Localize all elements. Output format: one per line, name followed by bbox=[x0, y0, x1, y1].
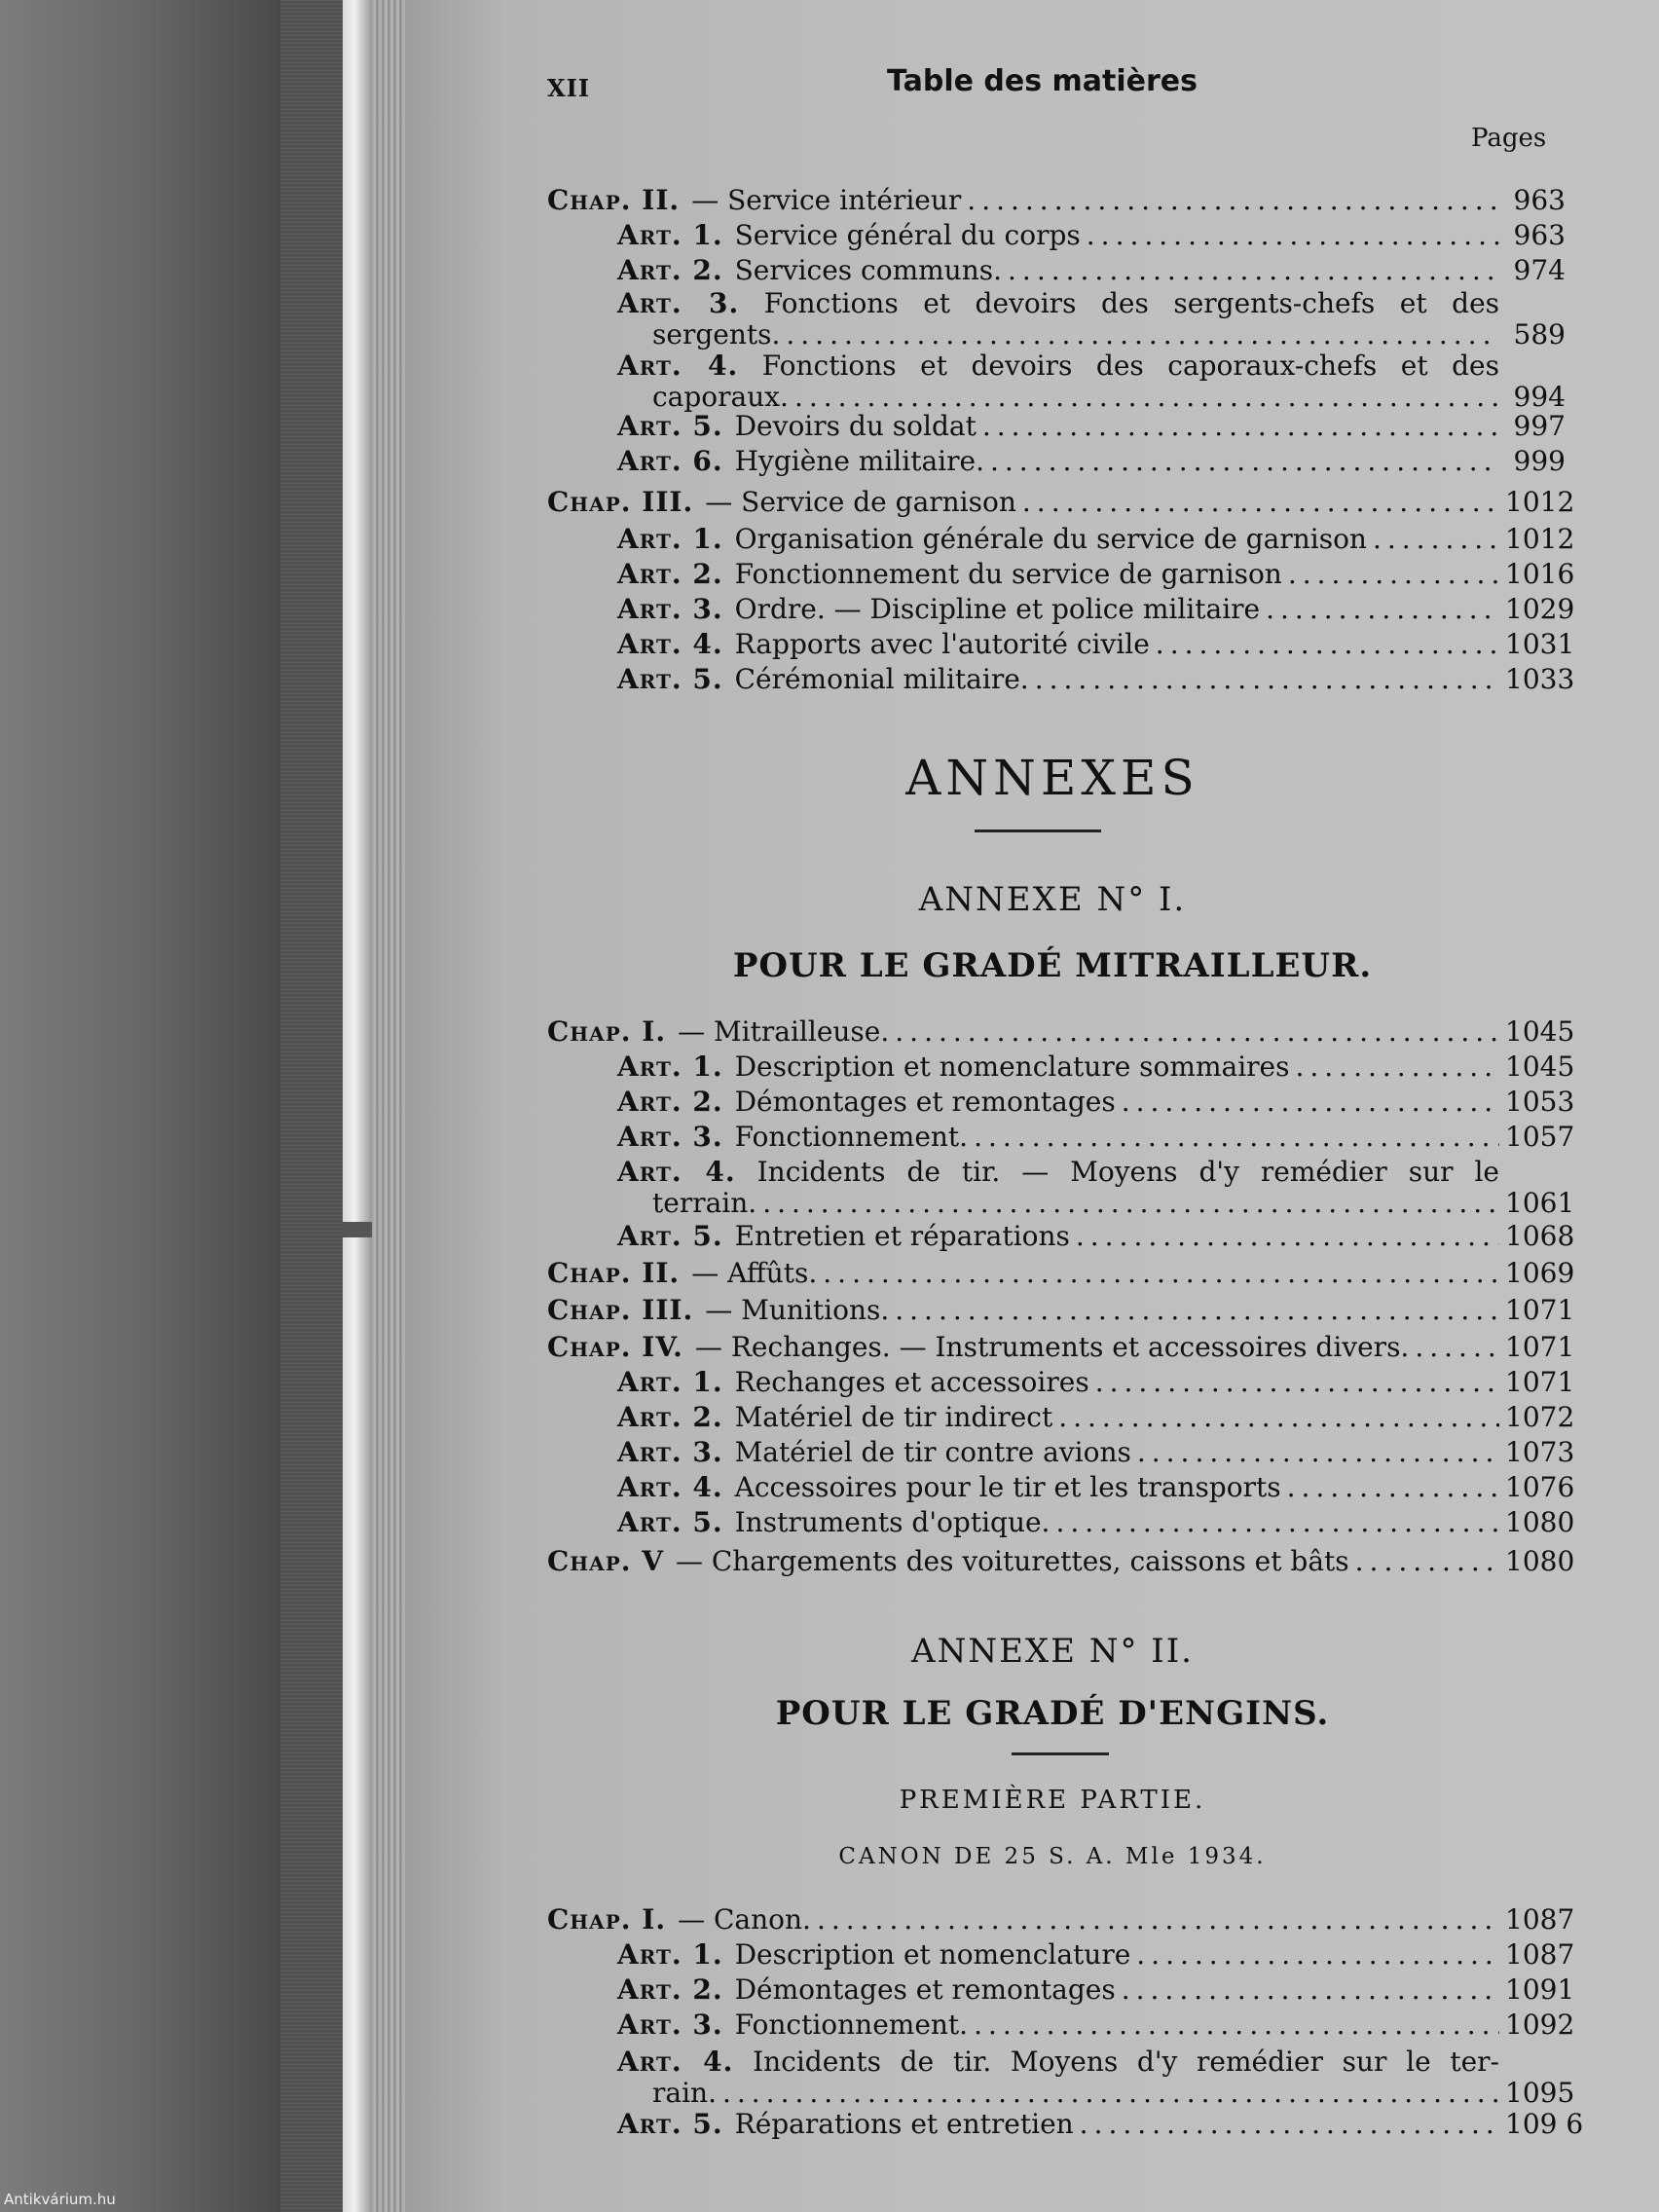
toc-entry bbox=[617, 1973, 1575, 2006]
article-label: Art. 3. bbox=[617, 1121, 723, 1153]
toc-entry bbox=[617, 1220, 1575, 1252]
article-label: Art. 6. bbox=[617, 445, 723, 477]
entry-title: Organisation générale du service de garnison bbox=[734, 523, 1367, 555]
annexes-rule bbox=[975, 830, 1101, 832]
page-edges bbox=[372, 0, 405, 2212]
entry-title: Fonctionnement du service de garnison bbox=[734, 558, 1282, 590]
entry-title: — Rechanges. — Instruments et accessoires divers. bbox=[694, 1331, 1410, 1363]
toc-entry bbox=[617, 220, 1566, 251]
dot-leader bbox=[895, 1016, 1499, 1048]
page-ref: 1092 bbox=[1505, 2009, 1575, 2041]
entry-title: Entretien et réparations bbox=[734, 1220, 1070, 1252]
dot-leader bbox=[990, 446, 1499, 477]
entry-title: Réparations et entretien bbox=[734, 2108, 1074, 2140]
page-number: XII bbox=[547, 74, 591, 102]
chapter-label: Chap. III. bbox=[547, 486, 694, 518]
entry-title: Fonctions et devoirs des caporaux-chefs et des bbox=[761, 350, 1499, 382]
canon-heading: CANON DE 25 S. A. Mle 1934. bbox=[838, 1844, 1267, 1869]
entry-title: Hygiène militaire. bbox=[734, 445, 984, 477]
entry-title-continued: terrain. bbox=[652, 1187, 757, 1219]
entry-title: — Munitions. bbox=[705, 1294, 890, 1326]
article-label: Art. 2. bbox=[617, 1086, 723, 1118]
article-label: Art. 2. bbox=[617, 558, 723, 590]
dot-leader bbox=[895, 1295, 1499, 1326]
dot-leader bbox=[1095, 1367, 1499, 1398]
chapter-label: Chap. I. bbox=[547, 1015, 667, 1048]
toc-entry bbox=[617, 1938, 1575, 1971]
entry-title: Fonctionnement. bbox=[734, 2009, 969, 2041]
entry-title: Devoirs du soldat bbox=[734, 410, 977, 442]
page-ref: 974 bbox=[1513, 254, 1566, 286]
toc-entry bbox=[617, 446, 1566, 477]
page-ref: 1069 bbox=[1505, 1257, 1575, 1289]
chapter-label: Chap. II. bbox=[547, 184, 681, 216]
spine-edge bbox=[343, 0, 372, 2212]
toc-entry bbox=[547, 1294, 1575, 1326]
entry-title: Incidents de tir. Moyens d'y remédier sur le ter- bbox=[753, 2046, 1499, 2078]
partie-heading: PREMIÈRE PARTIE. bbox=[899, 1786, 1206, 1815]
dot-leader bbox=[1008, 255, 1499, 286]
dot-leader bbox=[1055, 1507, 1499, 1538]
chapter-label: Chap. II. bbox=[547, 1257, 681, 1289]
toc-entry bbox=[617, 288, 1566, 350]
dot-leader bbox=[1288, 559, 1499, 590]
article-label: Art. 2. bbox=[617, 254, 723, 286]
toc-entry bbox=[617, 1401, 1575, 1433]
article-label: Art. 4. bbox=[617, 350, 739, 382]
page-ref: 1087 bbox=[1505, 1903, 1575, 1936]
toc-entry bbox=[617, 2108, 1584, 2140]
toc-entry bbox=[617, 2046, 1575, 2109]
page-ref: 1031 bbox=[1505, 628, 1575, 660]
article-label: Art. 5. bbox=[617, 2108, 723, 2140]
article-label: Art. 5. bbox=[617, 1506, 723, 1538]
chapter-label: Chap. III. bbox=[547, 1294, 694, 1326]
annexe1-heading: ANNEXE N° I. bbox=[918, 880, 1187, 919]
article-label: Art. 5. bbox=[617, 1220, 723, 1252]
entry-title: Fonctionnement. bbox=[734, 1121, 969, 1153]
dot-leader bbox=[1087, 220, 1499, 251]
entry-title: — Affûts. bbox=[691, 1257, 818, 1289]
toc-entry bbox=[617, 1121, 1575, 1153]
article-label: Art. 1. bbox=[617, 1051, 723, 1083]
dot-leader bbox=[982, 411, 1499, 442]
entry-title: Description et nomenclature sommaires bbox=[734, 1051, 1290, 1083]
entry-title: — Canon. bbox=[678, 1903, 811, 1936]
page-ref: 1071 bbox=[1505, 1294, 1575, 1326]
entry-title: Rechanges et accessoires bbox=[734, 1366, 1089, 1398]
dot-leader bbox=[1080, 2109, 1499, 2140]
entry-title-continued: rain. bbox=[652, 2077, 717, 2109]
dot-leader bbox=[1076, 1221, 1499, 1252]
dot-leader bbox=[974, 1122, 1499, 1153]
article-label: Art. 1. bbox=[617, 523, 723, 555]
dot-leader bbox=[1058, 1402, 1499, 1433]
dot-leader bbox=[1373, 524, 1499, 555]
dot-leader bbox=[786, 319, 1499, 350]
entry-title: — Service de garnison bbox=[705, 486, 1016, 518]
page-ref: 999 bbox=[1513, 445, 1566, 477]
dot-leader bbox=[1137, 1437, 1499, 1468]
page-ref: 1080 bbox=[1505, 1506, 1575, 1538]
entry-title: Ordre. — Discipline et police militaire bbox=[734, 593, 1261, 625]
dot-leader bbox=[1355, 1546, 1499, 1577]
toc-entry bbox=[547, 1331, 1575, 1363]
chapter-label: Chap. I. bbox=[547, 1903, 667, 1936]
entry-title: Démontages et remontages bbox=[734, 1973, 1116, 2006]
toc-entry bbox=[617, 558, 1575, 590]
toc-entry bbox=[617, 628, 1575, 660]
entry-title: Service général du corps bbox=[734, 219, 1081, 251]
page-ref: 1012 bbox=[1505, 523, 1575, 555]
watermark: Antikvárium.hu bbox=[4, 2191, 116, 2208]
dot-leader bbox=[1022, 487, 1499, 518]
page-ref: 1080 bbox=[1505, 1545, 1575, 1577]
dot-leader bbox=[1122, 1974, 1499, 2006]
page-ref: 1016 bbox=[1505, 558, 1575, 590]
page-ref: 589 bbox=[1513, 318, 1566, 350]
dot-leader bbox=[967, 185, 1499, 216]
toc-entry bbox=[547, 1545, 1575, 1577]
entry-title: Matériel de tir contre avions bbox=[734, 1436, 1131, 1468]
article-label: Art. 2. bbox=[617, 1973, 723, 2006]
article-label: Art. 3. bbox=[617, 287, 740, 319]
entry-title: — Service intérieur bbox=[691, 184, 962, 216]
toc-entry bbox=[547, 185, 1566, 216]
annexe1-subheading: POUR LE GRADÉ MITRAILLEUR. bbox=[732, 946, 1373, 985]
article-label: Art. 4. bbox=[617, 2046, 734, 2078]
page-ref: 1012 bbox=[1505, 486, 1575, 518]
page-ref: 1095 bbox=[1505, 2077, 1575, 2109]
article-label: Art. 1. bbox=[617, 219, 723, 251]
page-ref: 1071 bbox=[1505, 1366, 1575, 1398]
article-label: Art. 3. bbox=[617, 2009, 723, 2041]
dot-leader bbox=[1415, 1332, 1499, 1363]
toc-entry bbox=[617, 2009, 1575, 2041]
dot-leader bbox=[762, 1188, 1499, 1219]
toc-entry bbox=[617, 1366, 1575, 1398]
background-surface bbox=[0, 0, 282, 2212]
dot-leader bbox=[794, 382, 1499, 413]
page-ref: 1071 bbox=[1505, 1331, 1575, 1363]
page-ref: 1073 bbox=[1505, 1436, 1575, 1468]
page-ref: 1029 bbox=[1505, 593, 1575, 625]
annexes-title: ANNEXES bbox=[905, 750, 1199, 806]
toc-entry bbox=[547, 486, 1575, 518]
dot-leader bbox=[823, 1258, 1499, 1289]
article-label: Art. 2. bbox=[617, 1401, 723, 1433]
page-ref: 1045 bbox=[1505, 1015, 1575, 1048]
page-ref: 1068 bbox=[1505, 1220, 1575, 1252]
dot-leader bbox=[1136, 1939, 1499, 1971]
entry-title: Rapports avec l'autorité civile bbox=[734, 628, 1150, 660]
dot-leader bbox=[817, 1904, 1499, 1936]
page-ref: 994 bbox=[1513, 381, 1566, 413]
entry-title: Cérémonial militaire. bbox=[734, 663, 1029, 695]
entry-title: — Mitrailleuse. bbox=[678, 1015, 890, 1048]
page-ref: 1072 bbox=[1505, 1401, 1575, 1433]
article-label: Art. 3. bbox=[617, 1436, 723, 1468]
article-label: Art. 4. bbox=[617, 628, 723, 660]
article-label: Art. 1. bbox=[617, 1366, 723, 1398]
entry-title: Matériel de tir indirect bbox=[734, 1401, 1053, 1433]
entry-title-continued: caporaux. bbox=[652, 381, 789, 413]
toc-entry bbox=[617, 593, 1575, 625]
entry-title: Démontages et remontages bbox=[734, 1086, 1116, 1118]
page-ref: 1091 bbox=[1505, 1973, 1575, 2006]
article-label: Art. 3. bbox=[617, 593, 723, 625]
page-ref: 1061 bbox=[1505, 1187, 1575, 1219]
entry-title: Description et nomenclature bbox=[734, 1938, 1131, 1971]
page-ref: 963 bbox=[1513, 184, 1566, 216]
toc-entry bbox=[617, 350, 1566, 413]
page-ref: 109 6 bbox=[1505, 2108, 1584, 2140]
entry-title: Services communs. bbox=[734, 254, 1003, 286]
page-ref: 963 bbox=[1513, 219, 1566, 251]
page-ref: 1087 bbox=[1505, 1938, 1575, 1971]
page-ref: 1053 bbox=[1505, 1086, 1575, 1118]
dot-leader bbox=[1287, 1472, 1499, 1503]
article-label: Art. 4. bbox=[617, 1156, 736, 1188]
toc-entry bbox=[617, 1086, 1575, 1118]
chapter-label: Chap. IV. bbox=[547, 1331, 683, 1363]
toc-entry bbox=[617, 1051, 1575, 1083]
toc-entry bbox=[617, 523, 1575, 555]
book-spine bbox=[280, 0, 349, 2212]
toc-entry bbox=[617, 663, 1575, 695]
dot-leader bbox=[1295, 1051, 1499, 1083]
dot-leader bbox=[722, 2078, 1499, 2109]
dot-leader bbox=[1035, 664, 1499, 695]
toc-entry bbox=[547, 1903, 1575, 1936]
dot-leader bbox=[1266, 594, 1499, 625]
dot-leader bbox=[974, 2009, 1499, 2041]
toc-entry bbox=[617, 411, 1566, 442]
pages-column-label: Pages bbox=[1471, 124, 1547, 153]
article-label: Art. 1. bbox=[617, 1938, 723, 1971]
page-ref: 1033 bbox=[1505, 663, 1575, 695]
entry-title: Accessoires pour le tir et les transports bbox=[734, 1471, 1281, 1503]
page-ref: 997 bbox=[1513, 410, 1566, 442]
toc-entry bbox=[617, 1156, 1575, 1219]
book-page bbox=[405, 0, 1659, 2212]
entry-title: Fonctions et devoirs des sergents-chefs et des bbox=[763, 287, 1500, 319]
page-ref: 1076 bbox=[1505, 1471, 1575, 1503]
article-label: Art. 5. bbox=[617, 663, 723, 695]
toc-entry bbox=[547, 1257, 1575, 1289]
page-title: Table des matières bbox=[887, 64, 1198, 98]
chapter-label: Chap. V bbox=[547, 1545, 664, 1577]
page-ref: 1045 bbox=[1505, 1051, 1575, 1083]
annexe2-subheading: POUR LE GRADÉ D'ENGINS. bbox=[775, 1694, 1330, 1733]
toc-entry bbox=[617, 1471, 1575, 1503]
toc-entry bbox=[547, 1015, 1575, 1048]
dot-leader bbox=[1156, 629, 1499, 660]
article-label: Art. 4. bbox=[617, 1471, 723, 1503]
dot-leader bbox=[1122, 1087, 1499, 1118]
entry-title: Instruments d'optique. bbox=[734, 1506, 1051, 1538]
annexe2-heading: ANNEXE N° II. bbox=[911, 1632, 1194, 1671]
entry-title-continued: sergents. bbox=[652, 318, 781, 350]
toc-entry bbox=[617, 1506, 1575, 1538]
toc-entry bbox=[617, 1436, 1575, 1468]
article-label: Art. 5. bbox=[617, 410, 723, 442]
page-ref: 1057 bbox=[1505, 1121, 1575, 1153]
entry-title: — Chargements des voiturettes, caissons et bâts bbox=[675, 1545, 1349, 1577]
entry-title: Incidents de tir. — Moyens d'y remédier sur le bbox=[756, 1156, 1499, 1188]
annexe2-rule bbox=[1012, 1752, 1109, 1755]
toc-entry bbox=[617, 255, 1566, 286]
